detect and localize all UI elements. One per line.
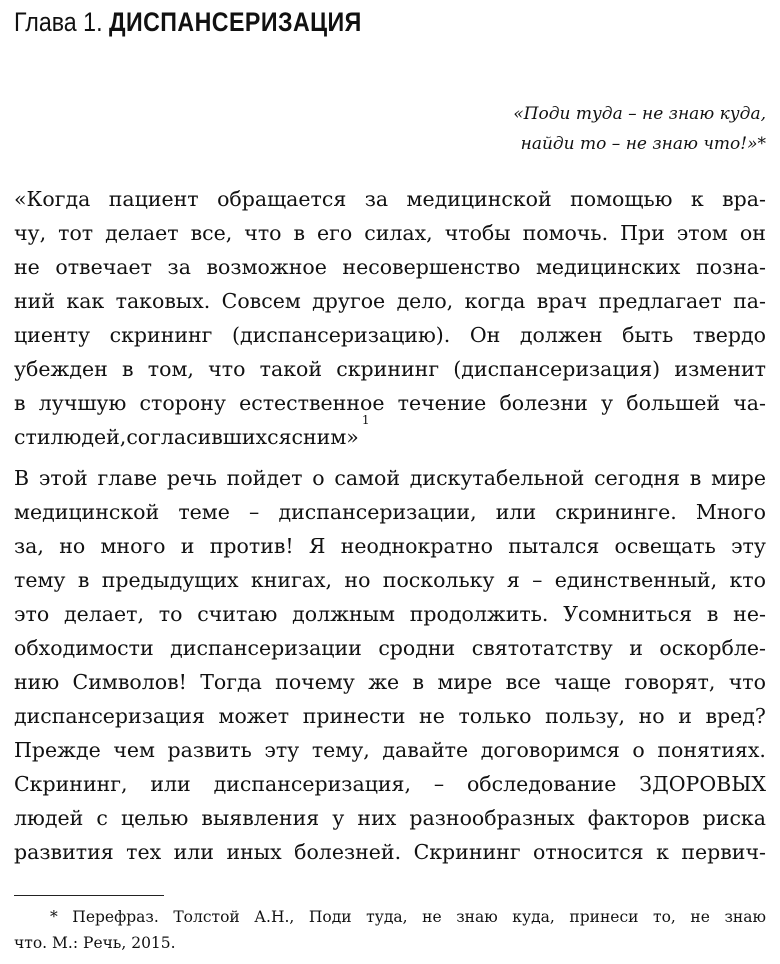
word: таковых.	[115, 289, 211, 313]
footnote-line	[14, 930, 766, 956]
word: медицинских	[535, 255, 681, 279]
word: отвечает	[55, 255, 152, 279]
text-line	[14, 352, 766, 386]
word: диспансеризации	[170, 636, 362, 660]
word: дело,	[396, 289, 454, 313]
word: па-	[733, 289, 766, 313]
word: делает,	[63, 602, 144, 626]
word: сти	[14, 425, 51, 449]
word: чаще	[554, 670, 612, 694]
word: людей	[14, 806, 84, 830]
word: диспансеризация	[14, 704, 205, 728]
word: болезней.	[294, 840, 402, 864]
word: оскорбле-	[659, 636, 766, 660]
word: вра-	[722, 187, 766, 211]
chapter-heading	[14, 4, 362, 40]
word: Много	[695, 500, 766, 524]
word: Прежде	[14, 738, 101, 762]
word: не	[690, 908, 710, 926]
word: 2015.	[131, 934, 176, 952]
word: помочь.	[522, 221, 609, 245]
word: сродни	[378, 636, 456, 660]
word: неоднократно	[340, 534, 494, 558]
word: за	[364, 187, 389, 211]
text-line	[14, 284, 766, 318]
word: не	[14, 255, 40, 279]
word: чем	[113, 738, 155, 762]
word: кто	[729, 568, 766, 592]
word: риска	[702, 806, 766, 830]
word: диспансеризации,	[278, 500, 477, 524]
word: (диспансеризацию).	[231, 323, 451, 347]
word: факторов	[587, 806, 690, 830]
word: эту	[264, 738, 300, 762]
word: В	[14, 466, 30, 490]
word: изменит	[674, 357, 766, 381]
word: и	[678, 704, 692, 728]
word: к	[690, 187, 704, 211]
epigraph-line: найди то – не знаю что!»*	[520, 134, 766, 154]
word: лучшую	[38, 391, 127, 415]
word: должен	[519, 323, 603, 347]
word: (диспансеризация)	[453, 357, 661, 381]
word: Речь,	[83, 934, 127, 952]
word: дискутабельной	[409, 466, 585, 490]
word: Перефраз.	[72, 908, 159, 926]
text-line	[14, 733, 766, 767]
text-line	[14, 216, 766, 250]
text-line	[14, 801, 766, 835]
word: договоримся	[480, 738, 620, 762]
word: Он	[469, 323, 501, 347]
word: Поди	[308, 908, 352, 926]
word: «Когда	[14, 187, 91, 211]
word: –	[249, 500, 260, 524]
word: твердо	[692, 323, 766, 347]
chapter-title: ДИСПАНСЕРИЗАЦИЯ	[109, 7, 362, 37]
word: знаю	[724, 908, 766, 926]
word: Символов!	[72, 670, 187, 694]
word: тот	[58, 221, 94, 245]
word: пациент	[108, 187, 199, 211]
word: людей,	[50, 425, 127, 449]
word: в	[122, 357, 134, 381]
text-line	[14, 318, 766, 352]
word: считаю	[197, 602, 278, 626]
word: делает	[105, 221, 179, 245]
word: предыдущих	[101, 568, 239, 592]
word: тему	[14, 568, 66, 592]
word: первич-	[681, 840, 766, 864]
word: Я	[308, 534, 326, 558]
word: предлагает	[598, 289, 722, 313]
word: большей	[626, 391, 720, 415]
word: в	[689, 466, 702, 490]
text-line	[14, 386, 766, 420]
word: –	[532, 568, 543, 592]
text-line	[14, 182, 766, 216]
word: знаю	[456, 908, 498, 926]
word: куда,	[512, 908, 555, 926]
text-line	[14, 835, 766, 869]
word: но	[344, 568, 371, 592]
word: не-	[733, 602, 766, 626]
word: у	[601, 391, 614, 415]
word: пытался	[508, 534, 600, 558]
text-line	[14, 665, 766, 699]
word: эту	[731, 534, 766, 558]
word: позна-	[695, 255, 766, 279]
footnote-line	[14, 904, 766, 930]
footnote-divider	[14, 895, 164, 896]
word: много	[100, 534, 166, 558]
word: *	[50, 908, 58, 926]
word: к	[656, 840, 669, 864]
word: –	[433, 772, 445, 796]
text-line	[14, 563, 766, 597]
word: медицинской	[14, 500, 160, 524]
word: скрининг	[109, 323, 213, 347]
word: Совсем	[221, 289, 301, 313]
word: тех	[126, 840, 162, 864]
word: скрининг	[336, 357, 440, 381]
word: обследование	[466, 772, 617, 796]
word: против!	[209, 534, 294, 558]
text-line	[14, 495, 766, 529]
word: самой	[334, 466, 400, 490]
word: за	[167, 255, 191, 279]
word: и	[180, 534, 195, 558]
word: целью	[120, 806, 189, 830]
word: Скрининг	[413, 840, 521, 864]
word: принеси	[569, 908, 639, 926]
word: А.Н.,	[254, 908, 295, 926]
word: что	[208, 357, 246, 381]
word: принести	[302, 704, 406, 728]
word: я	[506, 568, 520, 592]
word: и	[629, 636, 643, 660]
word: он	[739, 221, 766, 245]
word: в	[77, 568, 90, 592]
word: как	[66, 289, 105, 313]
word: другое	[312, 289, 386, 313]
word: должным	[292, 602, 395, 626]
word: тему,	[311, 738, 370, 762]
word: этом	[676, 221, 728, 245]
word: согласившихся	[126, 425, 292, 449]
word: медицинской	[406, 187, 552, 211]
word: несовершенство	[342, 255, 521, 279]
word: При	[620, 221, 665, 245]
word: единственный,	[554, 568, 718, 592]
word: понятиях.	[657, 738, 766, 762]
word: же	[368, 670, 400, 694]
word: поскольку	[382, 568, 495, 592]
word: может	[218, 704, 290, 728]
word: не	[422, 908, 442, 926]
word: речь	[166, 466, 217, 490]
text-line	[14, 767, 766, 801]
word: возможное	[206, 255, 327, 279]
main-paragraph	[14, 461, 766, 869]
word: теме	[178, 500, 230, 524]
word: продолжить.	[409, 602, 549, 626]
word: в	[706, 602, 719, 626]
word: развить	[167, 738, 252, 762]
word: Толстой	[173, 908, 240, 926]
chapter-label: Глава 1.	[14, 7, 103, 37]
word: М.:	[52, 934, 79, 952]
word: разнообразных	[409, 806, 575, 830]
footnote-reference[interactable]: 1	[361, 413, 370, 427]
word: или	[495, 500, 537, 524]
word: почему	[275, 670, 355, 694]
word: быть	[622, 323, 674, 347]
word: о	[632, 738, 645, 762]
text-line	[14, 529, 766, 563]
word: такой	[259, 357, 323, 381]
word: чу,	[14, 221, 47, 245]
word: выявления	[201, 806, 320, 830]
text-line	[14, 699, 766, 733]
word: мире	[437, 670, 493, 694]
word: пойдет	[226, 466, 303, 490]
word: сторону	[139, 391, 226, 415]
word: скрининге.	[555, 500, 677, 524]
word: книгах,	[250, 568, 333, 592]
word: то,	[653, 908, 676, 926]
word: Тогда	[200, 670, 262, 694]
word: все,	[190, 221, 233, 245]
quote-paragraph	[14, 182, 766, 454]
word: развития	[14, 840, 114, 864]
text-line-content	[14, 420, 359, 454]
word: главе	[97, 466, 158, 490]
word: с	[96, 806, 108, 830]
word: вред?	[705, 704, 766, 728]
word: но	[59, 534, 86, 558]
word: то	[158, 602, 183, 626]
word: естественное	[239, 391, 385, 415]
word: в	[412, 670, 425, 694]
text-line	[14, 631, 766, 665]
word: иных	[226, 840, 282, 864]
text-line	[14, 461, 766, 495]
word: с	[291, 425, 303, 449]
word: все	[505, 670, 541, 694]
word: болезни	[499, 391, 588, 415]
word: святотатству	[471, 636, 613, 660]
word: убежден	[14, 357, 108, 381]
word: давайте	[382, 738, 469, 762]
epigraph-line: «Поди туда – не знаю куда,	[513, 104, 766, 124]
word: обходимости	[14, 636, 154, 660]
word: освещать	[614, 534, 716, 558]
word: чтобы	[444, 221, 511, 245]
word: туда,	[366, 908, 408, 926]
word: или	[150, 772, 191, 796]
word: сегодня	[594, 466, 681, 490]
word: у	[332, 806, 345, 830]
word: пользу,	[545, 704, 626, 728]
word: что	[728, 670, 766, 694]
word: нию	[14, 670, 60, 694]
word: ний	[14, 289, 55, 313]
word: что.	[14, 934, 48, 952]
word: Усомниться	[563, 602, 693, 626]
word: что	[244, 221, 282, 245]
word: помощью	[570, 187, 673, 211]
word: них	[357, 806, 397, 830]
word: о	[312, 466, 325, 490]
word: только	[458, 704, 532, 728]
word: мире	[711, 466, 766, 490]
word: за,	[14, 534, 44, 558]
text-line	[14, 597, 766, 631]
word: не	[419, 704, 445, 728]
word: ча-	[733, 391, 766, 415]
word: в	[293, 221, 306, 245]
word: говорят,	[624, 670, 716, 694]
word: это	[14, 602, 50, 626]
footnote	[14, 904, 766, 956]
word: этой	[38, 466, 88, 490]
word: течение	[397, 391, 487, 415]
word: том,	[147, 357, 194, 381]
word: относится	[533, 840, 644, 864]
epigraph	[513, 99, 766, 159]
word: ЗДОРОВЫХ	[639, 772, 766, 796]
word: циенту	[14, 323, 91, 347]
word: когда	[464, 289, 526, 313]
text-line	[14, 413, 766, 454]
word: в	[14, 391, 26, 415]
word: но	[638, 704, 665, 728]
word: его	[317, 221, 353, 245]
word: силах,	[364, 221, 433, 245]
word: врач	[536, 289, 588, 313]
word: обращается	[217, 187, 347, 211]
word: или	[173, 840, 214, 864]
text-line	[14, 250, 766, 284]
word: ним»	[303, 425, 359, 449]
word: Скрининг,	[14, 772, 128, 796]
word: диспансеризация,	[213, 772, 411, 796]
